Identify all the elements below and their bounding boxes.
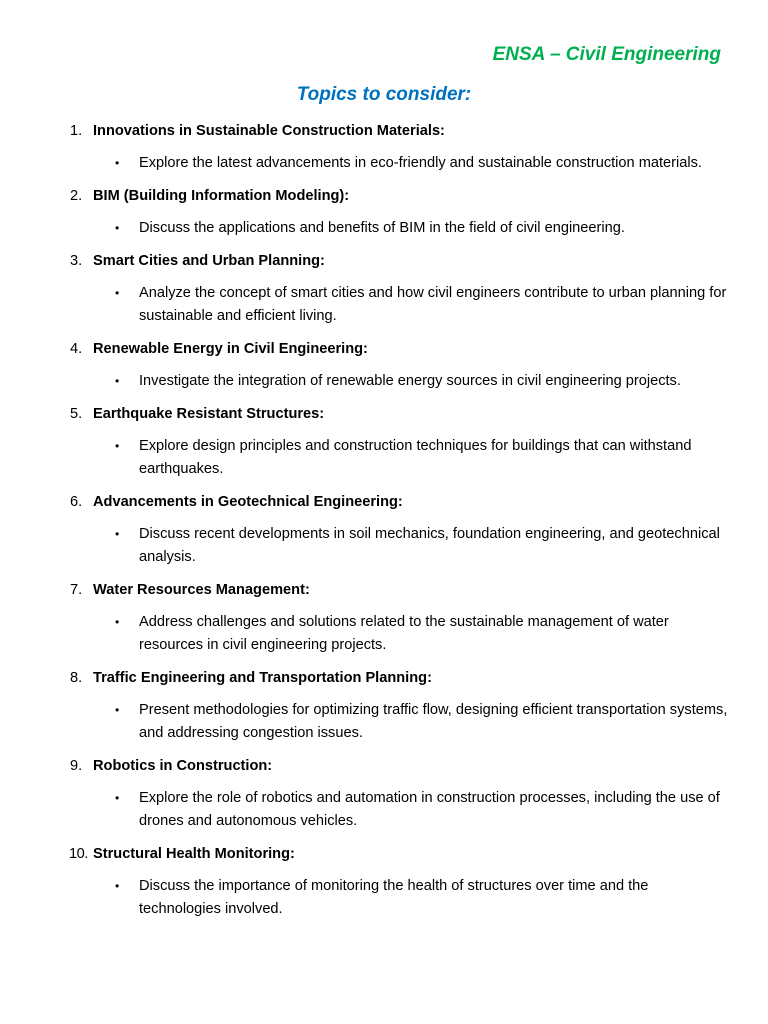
topic-bullet: [0, 787, 768, 833]
bullet-text: Discuss the applications and benefits of BIM in the field of civil engineering.: [139, 220, 625, 236]
topic-title: Structural Health Monitoring:: [93, 846, 295, 862]
bullet-icon: •: [115, 221, 120, 235]
topic-title: Smart Cities and Urban Planning:: [93, 253, 325, 269]
topic-bullet: [0, 699, 768, 745]
topic-title: Innovations in Sustainable Construction Materials:: [93, 123, 445, 139]
topic-bullet: [0, 875, 768, 921]
bullet-icon: •: [115, 791, 120, 805]
topic-bullet: [0, 282, 768, 328]
topic-title: Renewable Energy in Civil Engineering:: [93, 341, 368, 357]
topic-bullet: [0, 152, 768, 175]
bullet-icon: •: [115, 615, 120, 629]
bullet-text: Discuss the importance of monitoring the health of structures over time and the technologies involved.: [139, 878, 649, 917]
topic-bullet: [0, 523, 768, 569]
topic-number: 9.: [70, 758, 83, 774]
bullet-text: Explore the role of robotics and automation in construction processes, including the use of drones and autonomous vehicles.: [139, 790, 720, 829]
bullet-text: Address challenges and solutions related to the sustainable management of water resources in civil engineering projects.: [139, 614, 669, 653]
topic-bullet: [0, 611, 768, 657]
topic-item: [0, 667, 768, 745]
bullet-icon: •: [115, 156, 120, 170]
bullet-text: Explore design principles and construction techniques for buildings that can withstand earthquakes.: [139, 438, 692, 477]
bullet-text: Analyze the concept of smart cities and how civil engineers contribute to urban planning for sustainable and efficient living.: [139, 285, 727, 324]
bullet-text: Present methodologies for optimizing traffic flow, designing efficient transportation systems, and addressing congestion issues.: [139, 702, 728, 741]
topic-number: 1.: [70, 123, 83, 139]
topic-number: 7.: [70, 582, 83, 598]
topic-number: 4.: [70, 341, 83, 357]
bullet-text: Explore the latest advancements in eco-friendly and sustainable construction materials.: [139, 155, 702, 171]
topic-list: [0, 120, 768, 921]
bullet-icon: •: [115, 879, 120, 893]
topic-item: [0, 843, 768, 921]
topic-item: [0, 185, 768, 240]
bullet-text: Investigate the integration of renewable energy sources in civil engineering projects.: [139, 373, 681, 389]
topic-title: BIM (Building Information Modeling):: [93, 188, 350, 204]
topic-bullet: [0, 435, 768, 481]
bullet-icon: •: [115, 286, 120, 300]
topic-number: 6.: [70, 494, 83, 510]
bullet-icon: •: [115, 439, 120, 453]
topic-number: 5.: [70, 406, 83, 422]
bullet-icon: •: [115, 527, 120, 541]
topic-title: Earthquake Resistant Structures:: [93, 406, 325, 422]
topic-title: Robotics in Construction:: [93, 758, 273, 774]
page-title: Topics to consider:: [296, 84, 472, 105]
topic-number: 8.: [70, 670, 83, 686]
topic-title: Water Resources Management:: [93, 582, 310, 598]
topic-bullet: [0, 370, 768, 393]
bullet-text: Discuss recent developments in soil mechanics, foundation engineering, and geotechnical analysis.: [139, 526, 720, 565]
topic-item: [0, 579, 768, 657]
bullet-icon: •: [115, 374, 120, 388]
topic-title: Advancements in Geotechnical Engineering:: [93, 494, 403, 510]
topic-item: [0, 338, 768, 393]
document-header: ENSA – Civil Engineering: [492, 44, 721, 65]
topic-number: 3.: [70, 253, 83, 269]
topic-item: [0, 403, 768, 481]
topic-title: Traffic Engineering and Transportation Planning:: [93, 670, 432, 686]
topic-number: 2.: [70, 188, 83, 204]
topic-number: 10.: [69, 846, 88, 862]
topic-item: [0, 755, 768, 833]
topic-bullet: [0, 217, 768, 240]
topic-item: [0, 120, 768, 175]
topic-item: [0, 250, 768, 328]
topic-item: [0, 491, 768, 569]
bullet-icon: •: [115, 703, 120, 717]
